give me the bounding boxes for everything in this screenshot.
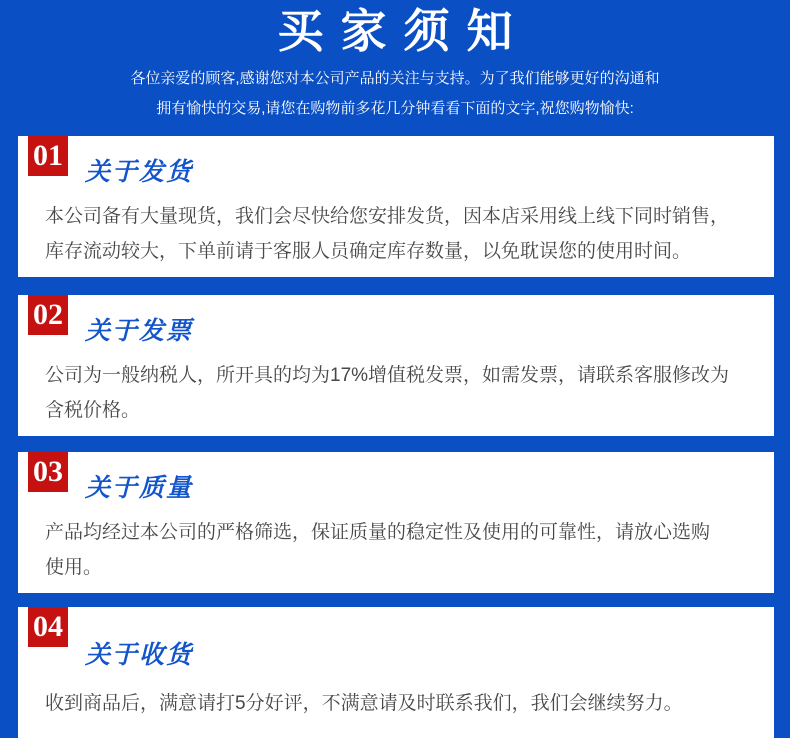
section-number-badge: 03	[28, 452, 68, 492]
section-body-quality: 产品均经过本公司的严格筛选，保证质量的稳定性及使用的可靠性，请放心选购使用。	[45, 522, 711, 578]
section-body-invoice: 公司为一般纳税人，所开具的均为17%增值税发票，如需发票，请联系客服修改为含税价格。	[45, 365, 730, 421]
subtitle-line-2: 拥有愉快的交易,请您在购物前多花几分钟看看下面的文字,祝您购物愉快:	[156, 100, 634, 117]
section-heading-delivery: 关于收货	[85, 641, 194, 669]
notice-header	[0, 0, 790, 124]
section-heading-invoice: 关于发票	[85, 317, 194, 345]
section-number-badge: 01	[28, 136, 68, 176]
header-subtitle	[0, 64, 790, 124]
section-number-badge: 04	[28, 607, 68, 647]
section-body-delivery: 收到商品后，满意请打5分好评，不满意请及时联系我们，我们会继续努力。	[45, 693, 683, 714]
notice-card-delivery	[18, 607, 774, 738]
subtitle-line-1: 各位亲爱的顾客,感谢您对本公司产品的关注与支持。为了我们能够更好的沟通和	[130, 70, 660, 87]
section-body-shipping: 本公司备有大量现货，我们会尽快给您安排发货，因本店采用线上线下同时销售，库存流动较大，下单前请于客服人员确定库存数量，以免耽误您的使用时间。	[45, 206, 730, 262]
notice-card-invoice	[18, 295, 774, 436]
notice-card-shipping	[18, 136, 774, 277]
section-heading-shipping: 关于发货	[85, 158, 194, 186]
section-heading-quality: 关于质量	[85, 474, 194, 502]
notice-card-quality	[18, 452, 774, 593]
section-number-badge: 02	[28, 295, 68, 335]
page-title: 买家须知	[277, 5, 530, 57]
